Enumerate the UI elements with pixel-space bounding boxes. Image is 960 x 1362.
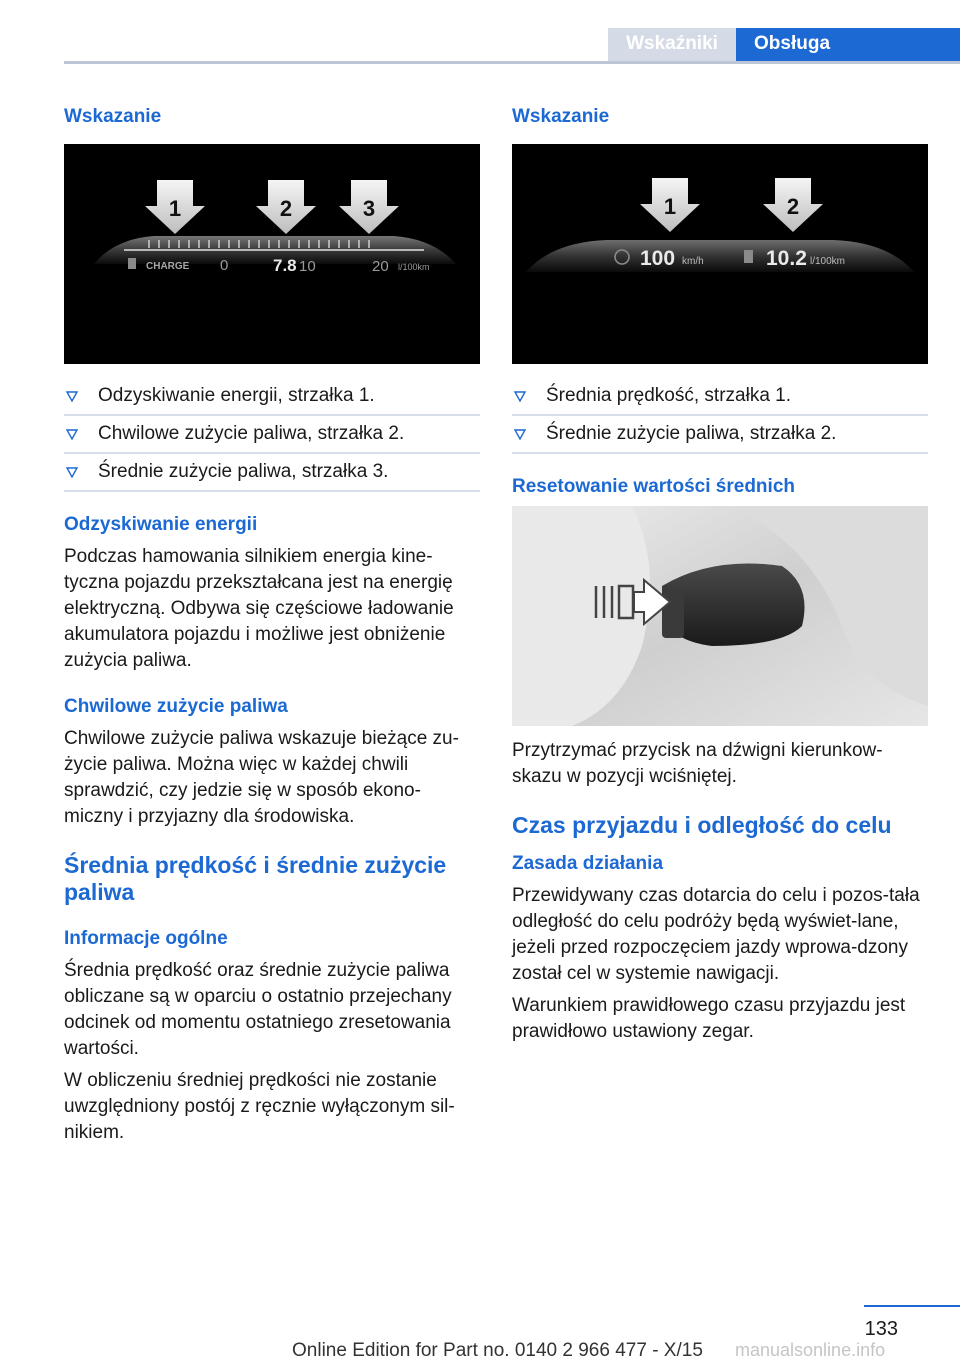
figure1-legend-list bbox=[64, 378, 480, 492]
list-item bbox=[64, 378, 480, 416]
unit-label: l/100km bbox=[398, 262, 430, 272]
charge-label: CHARGE bbox=[146, 261, 190, 272]
figure-fuel-consumption-display bbox=[64, 144, 480, 364]
triangle-bullet-icon bbox=[66, 428, 78, 440]
consumption-unit: l/100km bbox=[810, 256, 846, 267]
list-item bbox=[64, 454, 480, 492]
fuel-display-illustration bbox=[64, 144, 480, 364]
paragraph-general-info-1: Średnia prędkość oraz średnie zużycie paliwa obliczane są w oparciu o ostatnio przejechany odcinek od momentu ostatniego zresetowania wartości. bbox=[64, 960, 452, 1059]
average-display-illustration bbox=[512, 144, 928, 364]
paragraph-energy-recovery: Podczas hamowania silnikiem energia kine‐tyczna pojazdu przekształcana jest na energię elektryczną. Odbywa się częściowe ładowanie akumulatora pojazdu i możliwe jest obniżenie zużycia paliwa. bbox=[64, 546, 454, 671]
speed-unit: km/h bbox=[682, 256, 704, 267]
lever-illustration bbox=[512, 506, 928, 726]
triangle-bullet-icon bbox=[514, 390, 526, 402]
triangle-bullet-icon bbox=[514, 428, 526, 440]
right-column bbox=[512, 100, 928, 1051]
list-item-text: Średnie zużycie paliwa, strzałka 3. bbox=[98, 461, 389, 482]
fuel-pump-icon bbox=[744, 250, 753, 263]
figure-average-values-display bbox=[512, 144, 928, 364]
paragraph-principle-1: Przewidywany czas dotarcia do celu i pozos‐tała odległość do celu podróży będą wyświet‐lane, jeżeli przed rozpoczęciem jazdy wprowa‐dzony został cel w systemie nawigacji. bbox=[512, 885, 920, 984]
list-item-text: Odzyskiwanie energii, strzałka 1. bbox=[98, 385, 375, 406]
footer-rule bbox=[864, 1305, 960, 1307]
list-item-text: Chwilowe zużycie paliwa, strzałka 2. bbox=[98, 423, 405, 444]
list-item bbox=[64, 416, 480, 454]
heading-average-speed-consumption: Średnia prędkość i średnie zużycie paliwa bbox=[64, 852, 447, 905]
heading-general-info: Informacje ogólne bbox=[64, 928, 228, 949]
tick-0: 0 bbox=[220, 257, 229, 274]
figure-turn-signal-lever bbox=[512, 506, 928, 726]
heading-reset-averages: Resetowanie wartości średnich bbox=[512, 476, 795, 497]
arrow-2-label: 2 bbox=[279, 196, 293, 221]
list-item bbox=[512, 416, 928, 454]
list-item-text: Średnia prędkość, strzałka 1. bbox=[546, 385, 792, 406]
instant-consumption-value: 7.8 bbox=[273, 256, 297, 275]
online-edition-note: Online Edition for Part no. 0140 2 966 477 - X/15 bbox=[292, 1340, 703, 1361]
fuel-pump-icon bbox=[128, 258, 136, 269]
arrow-3-label: 3 bbox=[362, 196, 376, 221]
heading-arrival-time-distance: Czas przyjazdu i odległość do celu bbox=[512, 812, 892, 838]
list-item-text: Średnie zużycie paliwa, strzałka 2. bbox=[546, 423, 837, 444]
tick-20: 20 bbox=[372, 258, 389, 275]
triangle-bullet-icon bbox=[66, 390, 78, 402]
chapter-tab: Obsługa bbox=[736, 28, 960, 61]
header-rule bbox=[64, 61, 960, 64]
left-column bbox=[64, 100, 480, 1152]
paragraph-general-info-2: W obliczeniu średniej prędkości nie zostanie uwzględniony postój z ręcznie wyłączonym sil‐nikiem. bbox=[64, 1070, 455, 1143]
paragraph-principle-2: Warunkiem prawidłowego czasu przyjazdu jest prawidłowo ustawiony zegar. bbox=[512, 995, 906, 1042]
arrow-1-label: 1 bbox=[168, 196, 182, 221]
page-number: 133 bbox=[864, 1318, 898, 1340]
paragraph-reset-instruction: Przytrzymać przycisk na dźwigni kierunkow‐skazu w pozycji wciśniętej. bbox=[512, 740, 883, 787]
average-speed-value: 100 bbox=[640, 247, 676, 270]
heading-principle: Zasada działania bbox=[512, 853, 664, 874]
tick-10: 10 bbox=[299, 258, 316, 275]
average-consumption-value: 10.2 bbox=[766, 247, 807, 270]
heading-instant-consumption: Chwilowe zużycie paliwa bbox=[64, 696, 288, 717]
arrow-2-label: 2 bbox=[786, 194, 800, 219]
watermark: manualsonline.info bbox=[735, 1340, 886, 1360]
heading-energy-recovery: Odzyskiwanie energii bbox=[64, 514, 258, 535]
paragraph-instant-consumption: Chwilowe zużycie paliwa wskazuje bieżące zu‐życie paliwa. Można więc w każdej chwili sprawdzić, czy jedzie się w sposób ekono‐miczny i przyjazny dla środowiska. bbox=[64, 728, 459, 827]
list-item bbox=[512, 378, 928, 416]
triangle-bullet-icon bbox=[66, 466, 78, 478]
section-tab: Wskaźniki bbox=[608, 28, 736, 61]
figure2-caption: Wskazanie bbox=[512, 106, 610, 127]
arrow-1-label: 1 bbox=[663, 194, 677, 219]
figure2-legend-list bbox=[512, 378, 928, 454]
figure1-caption: Wskazanie bbox=[64, 106, 162, 127]
